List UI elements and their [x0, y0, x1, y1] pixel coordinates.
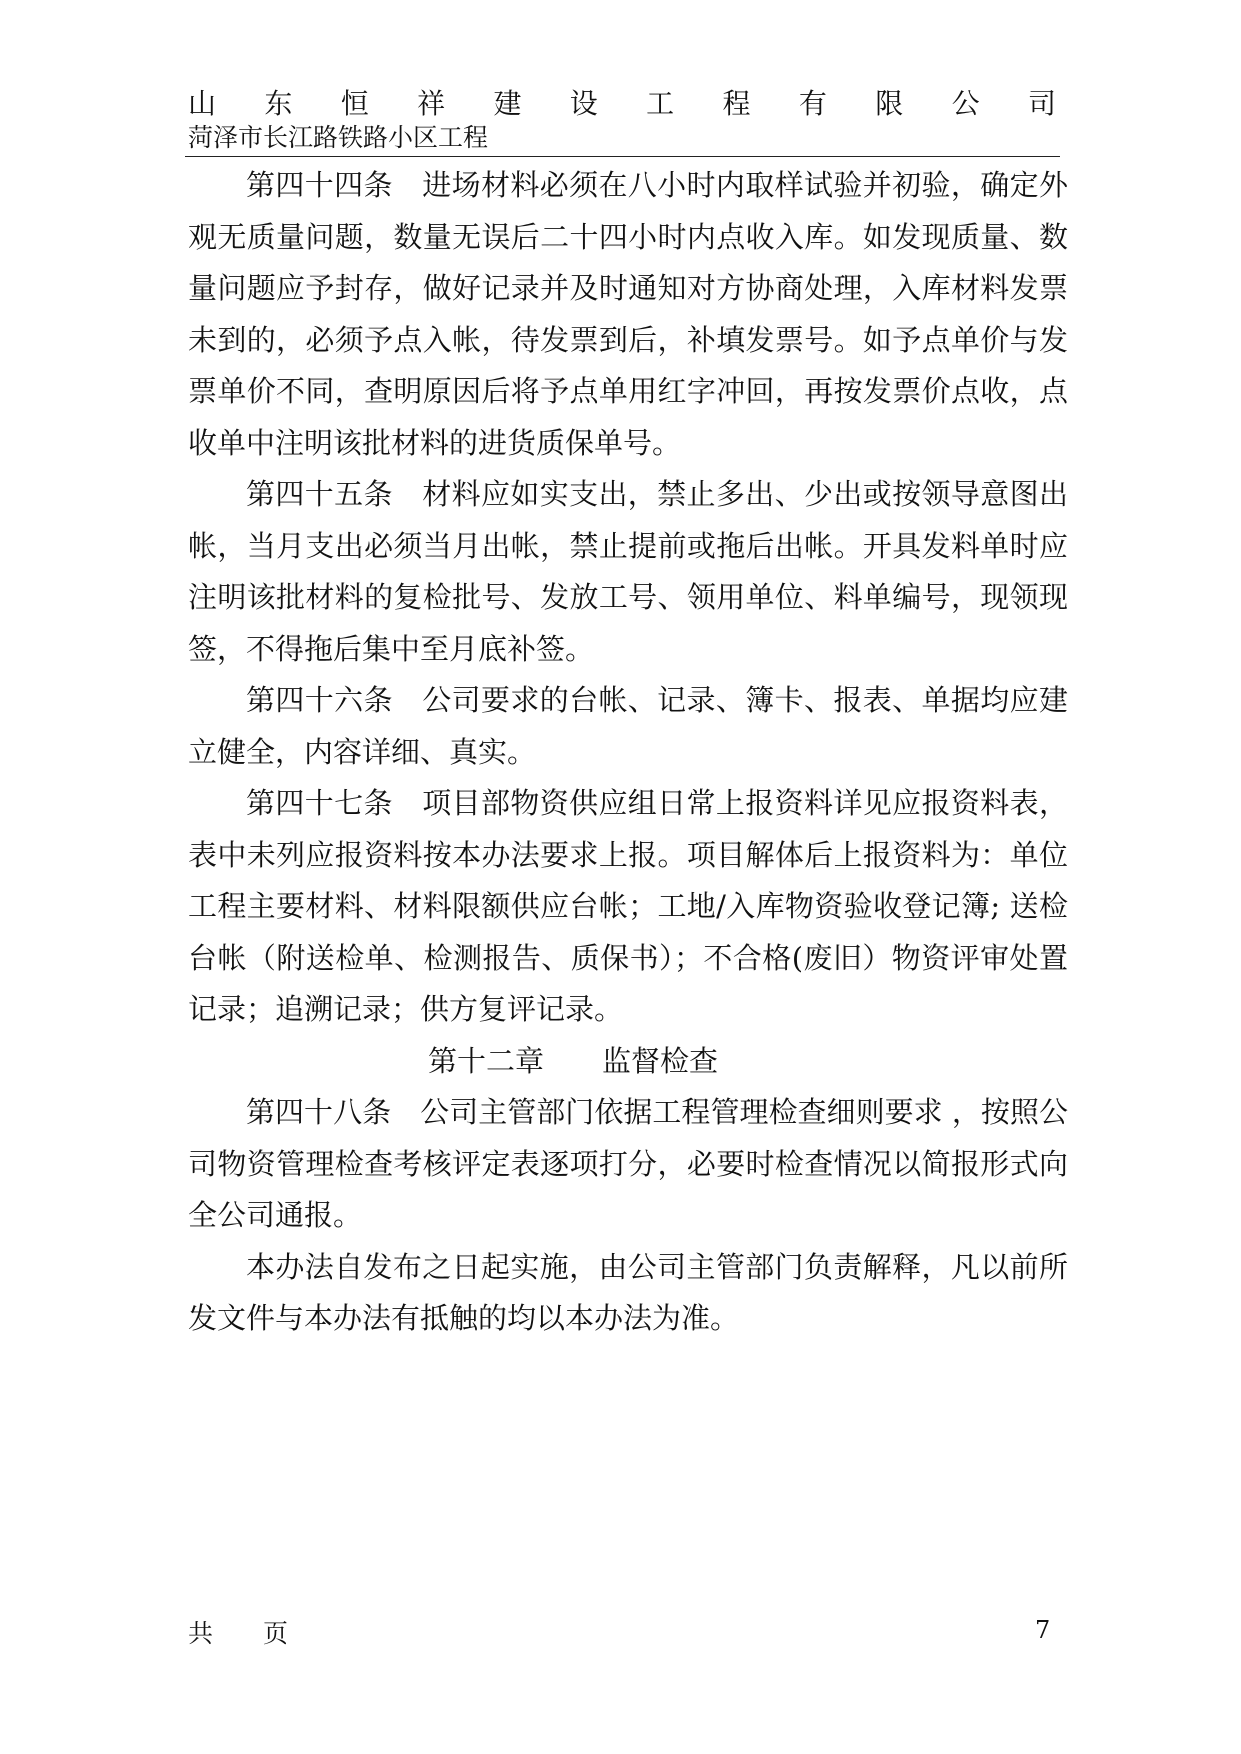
article-48: 第四十八条 公司主管部门依据工程管理检查细则要求 ，按照公司物资管理检查考核评定表逐项打分，必要时检查情况以简报形式向全公司通报。 [188, 1095, 1068, 1232]
document-body [188, 160, 1068, 1345]
page-number: 7 [1035, 1616, 1051, 1644]
company-name-char: 山 [188, 87, 217, 120]
company-name-char: 东 [264, 87, 293, 120]
company-name-char: 工 [646, 87, 675, 120]
page-total-label: 共 页 [188, 1619, 289, 1648]
company-name-char: 设 [569, 87, 598, 120]
company-name [188, 86, 1056, 122]
company-name-char: 公 [951, 87, 980, 120]
company-name-char: 祥 [417, 87, 446, 120]
company-name-char: 限 [875, 87, 904, 120]
project-name: 菏泽市长江路铁路小区工程 [188, 123, 489, 152]
company-name-char: 司 [1027, 87, 1056, 120]
header-divider [185, 156, 1060, 157]
article-47: 第四十七条 项目部物资供应组日常上报资料详见应报资料表，表中未列应报资料按本办法要求上报。项目解体后上报资料为：单位工程主要材料、材料限额供应台帐；工地/入库物资验收登记簿; 送检台帐（附送检单、检测报告、质保书）；不合格(废旧）物资评审处置记录；追溯记录；供方复评记录。 [188, 786, 1068, 1026]
article-45: 第四十五条 材料应如实支出，禁止多出、少出或按领导意图出帐，当月支出必须当月出帐，禁止提前或拖后出帐。开具发料单时应注明该批材料的复检批号、发放工号、领用单位、料单编号，现领现签，不得拖后集中至月底补签。 [188, 477, 1068, 666]
company-name-char: 建 [493, 87, 522, 120]
article-46: 第四十六条 公司要求的台帐、记录、簿卡、报表、单据均应建立健全，内容详细、真实。 [188, 683, 1068, 769]
company-name-char: 有 [798, 87, 827, 120]
chapter-title: 第十二章 监督检查 [427, 1043, 718, 1078]
article-44: 第四十四条 进场材料必须在八小时内取样试验并初验，确定外观无质量问题，数量无误后二十四小时内点收入库。如发现质量、数量问题应予封存，做好记录并及时通知对方协商处理，入库材料发票未到的，必须予点入帐，待发票到后，补填发票号。如予点单价与发票单价不同，查明原因后将予点单用红字冲回，再按发票价点收，点收单中注明该批材料的进货质保单号。 [188, 168, 1068, 460]
closing-paragraph: 本办法自发布之日起实施，由公司主管部门负责解释，凡以前所发文件与本办法有抵触的均以本办法为准。 [188, 1249, 1068, 1335]
company-name-char: 程 [722, 87, 751, 120]
company-name-char: 恒 [340, 87, 369, 120]
